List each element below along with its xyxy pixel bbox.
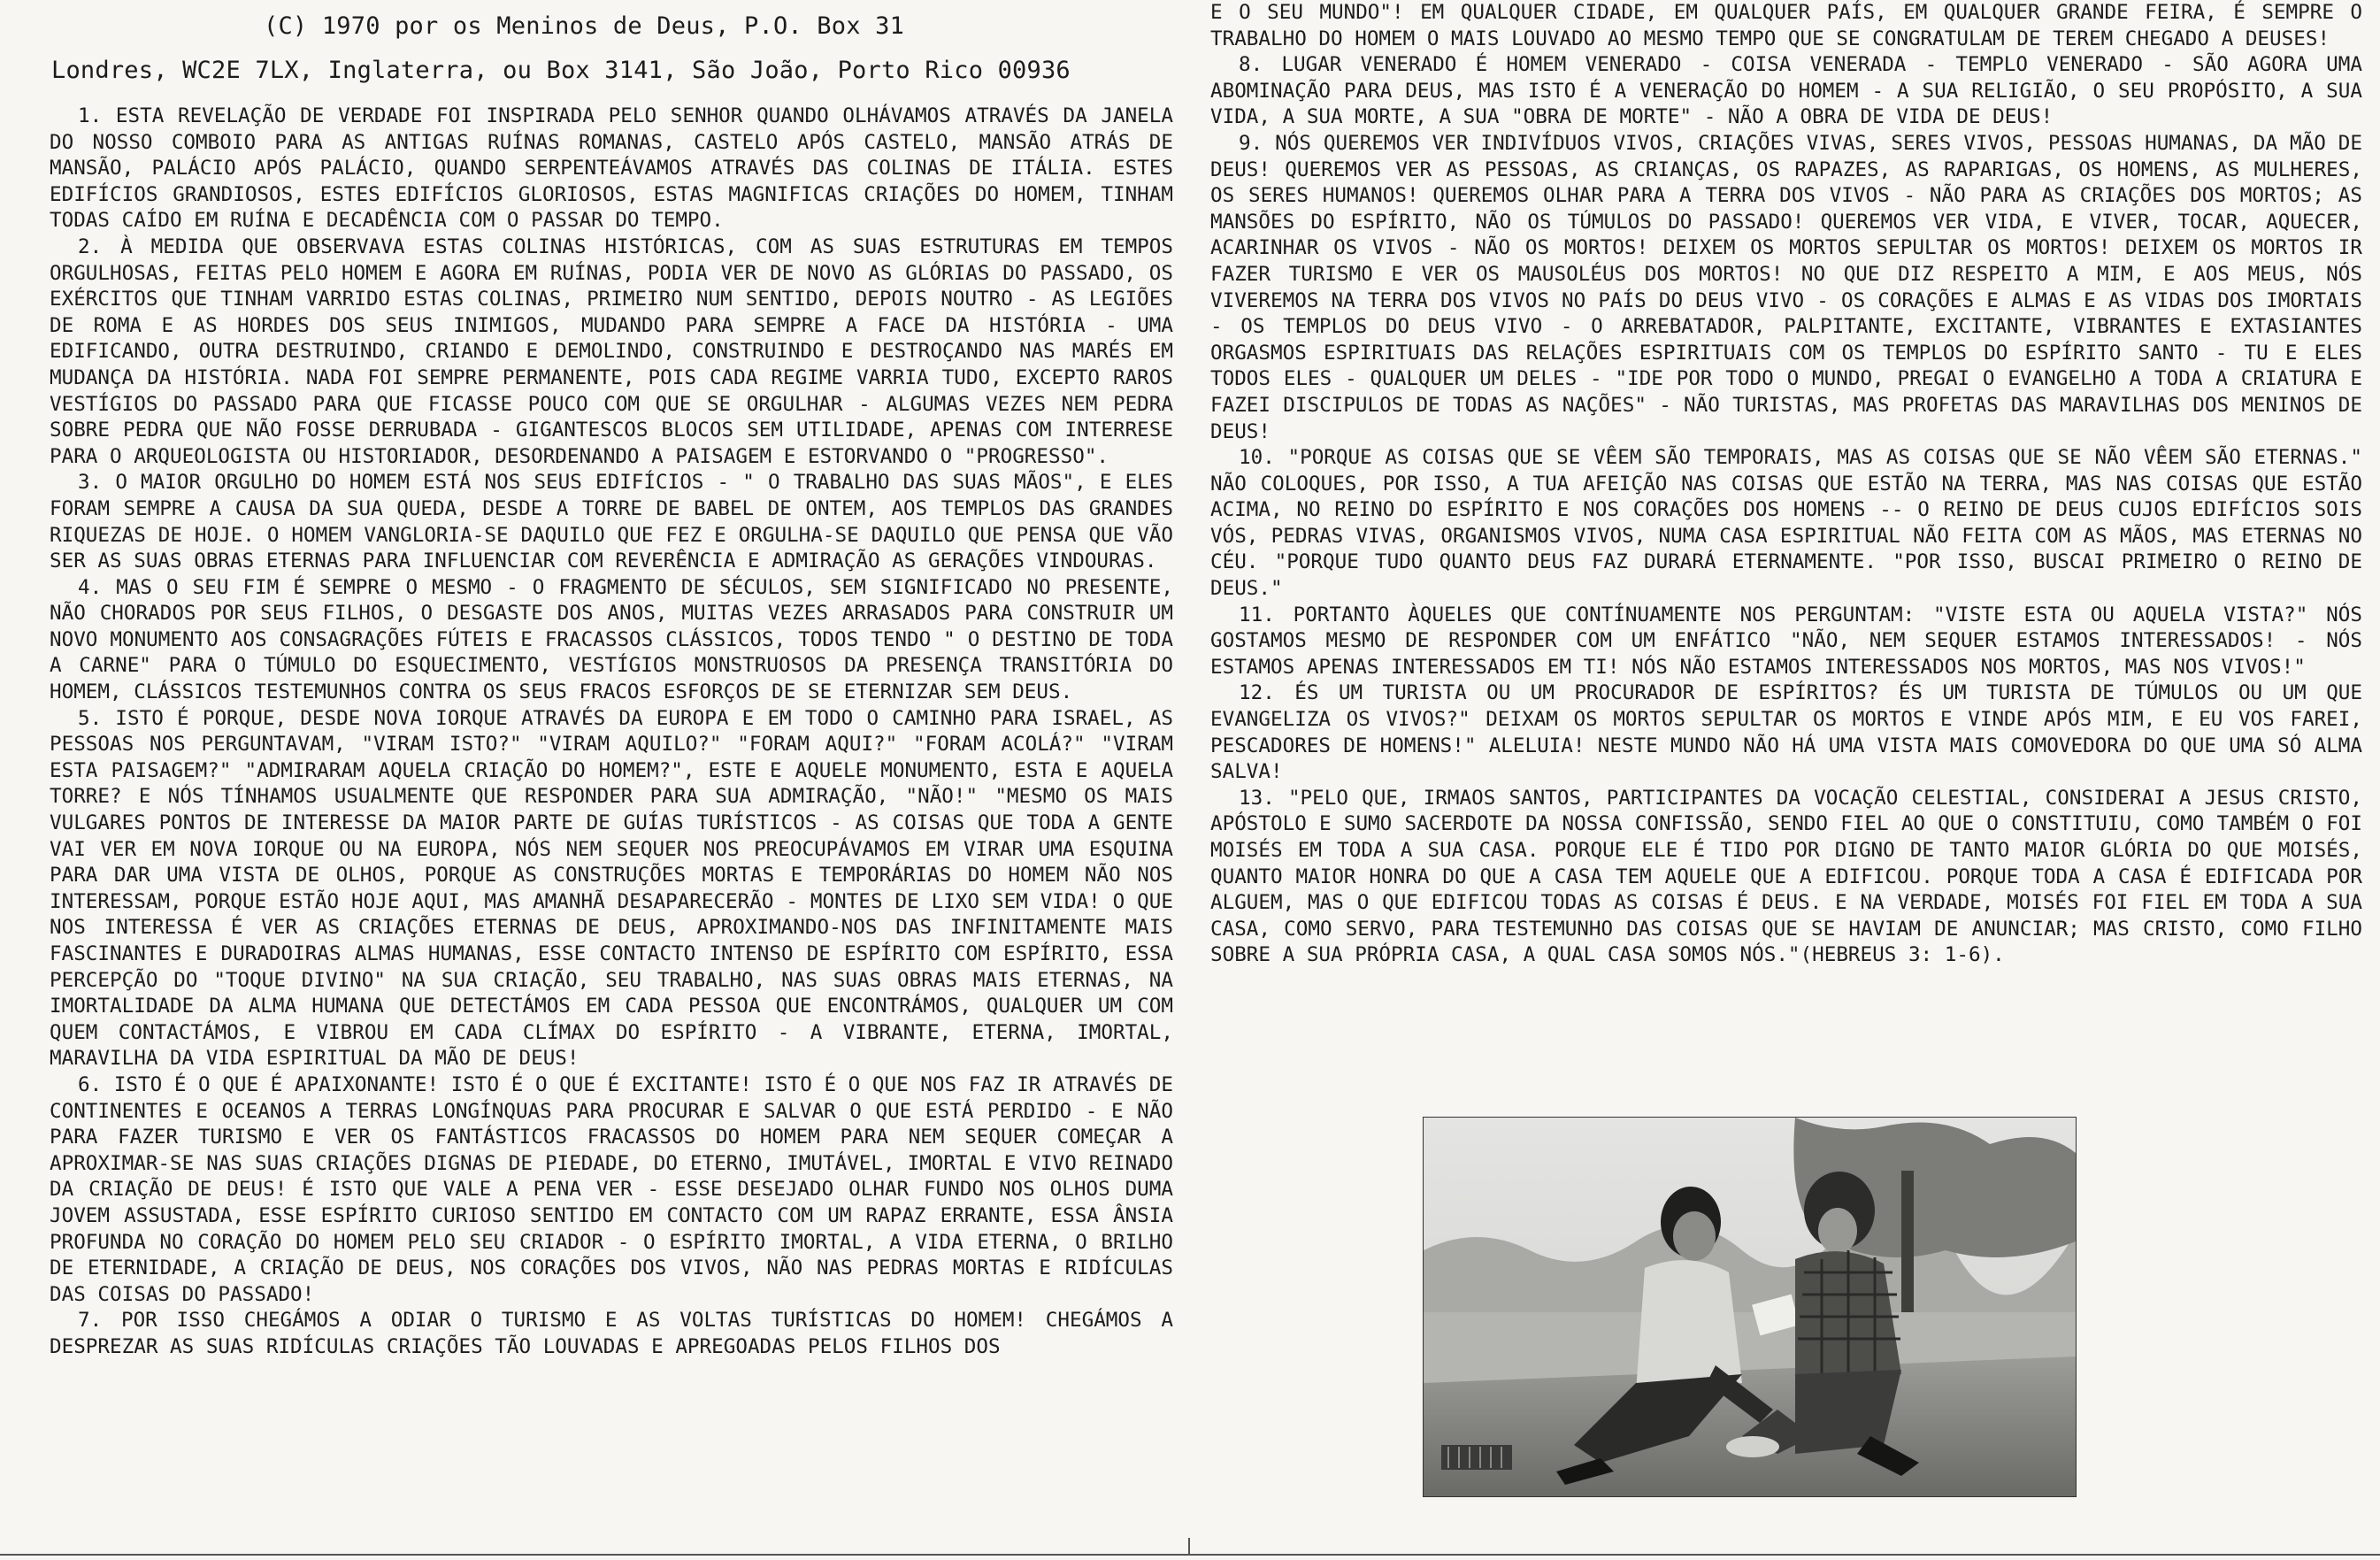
bottom-edge-line bbox=[0, 1554, 2380, 1556]
paragraph-7: 7. POR ISSO CHEGÁMOS A ODIAR O TURISMO E AS VOLTAS TURÍSTICAS DO HOMEM! CHEGÁMOS A DESPREZAR AS SUAS RIDÍCULAS CRIAÇÕES TÃO LOUVADAS E APREGOADAS PELOS FILHOS DOS bbox=[50, 1309, 1173, 1358]
paragraph-12: 12. ÉS UM TURISTA OU UM PROCURADOR DE ESPÍRITOS? ÉS UM TURISTA DE TÚMULOS OU UM QUE EVANGELIZA OS VIVOS?" DEIXAM OS MORTOS SEPULTAR OS MORTOS E VINDE APÓS MIM, E EU VOS FAREI, PESCADORES DE HOMENS!" ALELUIA! NESTE MUNDO NÃO HÁ UMA VISTA MAIS COMOVEDORA DO QUE UMA SÓ ALMA SALVA! bbox=[1210, 681, 2362, 784]
paragraph-8: 8. LUGAR VENERADO É HOMEM VENERADO - COISA VENERADA - TEMPLO VENERADO - SÃO AGORA UMA ABOMINAÇÃO PARA DEUS, MAS ISTO É A VENERAÇÃO DO HOMEM - A SUA RELIGIÃO, O SEU PROPÓSITO, A SUA VIDA, A SUA MORTE, A SUA "OBRA DE MORTE" - NÃO A OBRA DE VIDA DE DEUS! bbox=[1210, 53, 2362, 129]
paragraph-1: 1. ESTA REVELAÇÃO DE VERDADE FOI INSPIRADA PELO SENHOR QUANDO OLHÁVAMOS ATRAVÉS DA JANELA DO NOSSO COMBOIO PARA AS ANTIGAS RUÍNAS ROMANAS, CASTELO APÓS CASTELO, MANSÃO ATRÁS DE MANSÃO, PALÁCIO APÓS PALÁCIO, QUANDO SERPENTEÁVAMOS ATRAVÉS DAS COLINAS DE ITÁLIA. ESTES EDIFÍCIOS GRANDIOSOS, ESTES EDIFÍCIOS GLORIOSOS, ESTAS MAGNIFICAS CRIAÇÕES DO HOMEM, TINHAM TODAS CAÍDO EM RUÍNA E DECADÊNCIA COM O PASSAR DO TEMPO. bbox=[50, 104, 1173, 233]
paragraph-5: 5. ISTO É PORQUE, DESDE NOVA IORQUE ATRAVÉS DA EUROPA E EM TODO O CAMINHO PARA ISRAEL, AS PESSOAS NOS PERGUNTAVAM, "VIRAM ISTO?" "VIRAM AQUILO?" "FORAM AQUI?" "FORAM ACOLÁ?" "VIRAM ESTA PAISAGEM?" "ADMIRARAM AQUELA CRIAÇÃO DO HOMEM?", ESTE E AQUELE MONUMENTO, ESTA E AQUELA TORRE? E NÓS TÍNHAMOS USUALMENTE QUE RESPONDER PARA SUA ADMIRAÇÃO, "NÃO!" "MESMO OS MAIS VULGARES PONTOS DE INTERESSE DA MAIOR PARTE DE GUÍAS TURÍSTICOS - AS COISAS QUE TODA A GENTE VAI VER EM NOVA IORQUE OU NA EUROPA, NÓS NEM SEQUER NOS PREOCUPÁVAMOS EM VIRAR UMA ESQUINA PARA DAR UMA VISTA DE OLHOS, PORQUE AS CONSTRUÇÕES MORTAS E TEMPORÁRIAS DO HOMEM NÃO NOS INTERESSAM, PORQUE ESTÃO HOJE AQUI, MAS AMANHÃ DESAPARECERÃO - MONTES DE LIXO SEM VIDA! O QUE NOS INTERESSA É VER AS CRIAÇÕES ETERNAS DE DEUS, APROXIMANDO-NOS DAS INFINITAMENTE MAIS FASCINANTES E DURADOIRAS ALMAS HUMANAS, ESSE CONTACTO INTENSO DE ESPÍRITO COM ESPÍRITO, ESSA PERCEPÇÃO DO "TOQUE DIVINO" NA SUA CRIAÇÃO, SEU TRABALHO, NAS SUAS OBRAS MAIS ETERNAS, NA IMORTALIDADE DA ALMA HUMANA QUE DETECTÁMOS EM CADA PESSOA QUE ENCONTRÁMOS, QUALQUER UM COM QUEM CONTACTÁMOS, E VIBROU EM CADA CLÍMAX DO ESPÍRITO - A VIBRANTE, ETERNA, IMORTAL, MARAVILHA DA VIDA ESPIRITUAL DA MÃO DE DEUS! bbox=[50, 706, 1173, 1071]
paragraph-4: 4. MAS O SEU FIM É SEMPRE O MESMO - O FRAGMENTO DE SÉCULOS, SEM SIGNIFICADO NO PRESENTE, NÃO CHORADOS POR SEUS FILHOS, O DESGASTE DOS ANOS, MUITAS VEZES ARRASADOS PARA CONSTRUIR UM NOVO MONUMENTO AOS CONSAGRAÇÕES FÚTEIS E FRACASSOS CLÁSSICOS, TODOS TENDO " O DESTINO DE TODA A CARNE" PARA O TÚMULO DO ESQUECIMENTO, VESTÍGIOS MONSTRUOSOS DA PRESENÇA TRANSITÓRIA DO HOMEM, CLÁSSICOS TESTEMUNHOS CONTRA OS SEUS FRACOS ESFORÇOS DE SE ETERNIZAR SEM DEUS. bbox=[50, 575, 1173, 704]
paragraph-13: 13. "PELO QUE, IRMAOS SANTOS, PARTICIPANTES DA VOCAÇÃO CELESTIAL, CONSIDERAI A JESUS CRISTO, APÓSTOLO E SUMO SACERDOTE DA NOSSA CONFISSÃO, SENDO FIEL AO QUE O CONSTITUIU, COMO TAMBÉM O FOI MOISÉS EM TODA A SUA CASA. PORQUE ELE É TIDO POR DIGNO DE TANTO MAIOR GLÓRIA DO QUE MOISÉS, QUANTO MAIOR HONRA DO QUE A CASA TEM AQUELE QUE A EDIFICOU. PORQUE TODA A CASA É EDIFICADA POR ALGUEM, MAS O QUE EDIFICOU TODAS AS COISAS É DEUS. E NA VERDADE, MOISÉS FOI FIEL EM TODA A SUA CASA, COMO SERVO, PARA TESTEMUNHO DAS COISAS QUE SE HAVIAM DE ANUNCIAR; MAS CRISTO, COMO FILHO SOBRE A SUA PRÓPRIA CASA, A QUAL CASA SOMOS NÓS."(HEBREUS 3: 1-6). bbox=[1210, 786, 2362, 967]
left-column-text bbox=[50, 104, 1173, 1361]
paragraph-3: 3. O MAIOR ORGULHO DO HOMEM ESTÁ NOS SEUS EDIFÍCIOS - " O TRABALHO DAS SUAS MÃOS", E ELES FORAM SEMPRE A CAUSA DA SUA QUEDA, DESDE A TORRE DE BABEL DE ONTEM, AOS TEMPLOS DAS GRANDES RIQUEZAS DE HOJE. O HOMEM VANGLORIA-SE DAQUILO QUE FEZ E ORGULHA-SE DAQUILO QUE PENSA QUE VÃO SER AS SUAS OBRAS ETERNAS PARA INFLUENCIAR COM REVERÊNCIA E ADMIRAÇÃO AS GERAÇÕES VINDOURAS. bbox=[50, 471, 1173, 573]
paragraph-continued: E O SEU MUNDO"! EM QUALQUER CIDADE, EM QUALQUER PAÍS, EM QUALQUER GRANDE FEIRA, É SEMPRE O TRABALHO DO HOMEM O MAIS LOUVADO AO MESMO TEMPO QUE SE CONGRATULAM DE TEREM CHEGADO A DEUSES! bbox=[1210, 1, 2362, 50]
paragraph-2: 2. À MEDIDA QUE OBSERVAVA ESTAS COLINAS HISTÓRICAS, COM AS SUAS ESTRUTURAS EM TEMPOS ORGULHOSAS, FEITAS PELO HOMEM E AGORA EM RUÍNAS, PODIA VER DE NOVO AS GLÓRIAS DO PASSADO, OS EXÉRCITOS QUE TINHAM VARRIDO ESTAS COLINAS, PRIMEIRO NUM SENTIDO, DEPOIS NOUTRO - AS LEGIÕES DE ROMA E AS HORDES DOS SEUS INIMIGOS, MUDANDO PARA SEMPRE A FACE DA HISTÓRIA - UMA EDIFICANDO, OUTRA DESTRUINDO, CRIANDO E DEMOLINDO, CONSTRUINDO E DESTROÇANDO NAS MARÉS EM MUDANÇA DA HISTÓRIA. NADA FOI SEMPRE PERMANENTE, POIS CADA REGIME VARRIA TUDO, EXCEPTO RAROS VESTÍGIOS DO PASSADO PARA QUE FICASSE POUCO COM QUE SE ORGULHAR - ALGUMAS VEZES NEM PEDRA SOBRE PEDRA QUE NÃO FOSSE DERRUBADA - GIGANTESCOS BLOCOS SEM UTILIDADE, APENAS COM INTERRESE PARA O ARQUEOLOGISTA OU HISTORIADOR, DESORDENANDO A PAISAGEM E ESTORVANDO O "PROGRESSO". bbox=[50, 234, 1173, 468]
paragraph-11: 11. PORTANTO ÀQUELES QUE CONTÍNUAMENTE NOS PERGUNTAM: "VISTE ESTA OU AQUELA VISTA?" NÓS GOSTAMOS MESMO DE RESPONDER COM UM ENFÁTICO "NÃO, NEM SEQUER ESTAMOS INTERESSADOS! - NÓS ESTAMOS APENAS INTERESSADOS EM TI! NÓS NÃO ESTAMOS INTERESSADOS NOS MORTOS, MAS NOS VIVOS!" bbox=[1210, 603, 2362, 679]
left-page bbox=[0, 0, 1186, 1540]
right-column-text bbox=[1210, 0, 2362, 969]
paragraph-9: 9. NÓS QUEREMOS VER INDIVÍDUOS VIVOS, CRIAÇÕES VIVAS, SERES VIVOS, PESSOAS HUMANAS, DA MÃO DE DEUS! QUEREMOS VER AS PESSOAS, AS CRIANÇAS, OS RAPAZES, AS RAPARIGAS, OS HOMENS, AS MULHERES, OS SERES HUMANOS! QUEREMOS OLHAR PARA A TERRA DOS VIVOS - NÃO PARA AS CRIAÇÕES DOS MORTOS; AS MANSÕES DO ESPÍRITO, NÃO OS TÚMULOS DO PASSADO! QUEREMOS VER VIDA, E VIVER, TOCAR, AQUECER, ACARINHAR OS VIVOS - NÃO OS MORTOS! DEIXEM OS MORTOS SEPULTAR OS MORTOS! DEIXEM OS MORTOS IR FAZER TURISMO E VER OS MAUSOLÉUS DOS MORTOS! NO QUE DIZ RESPEITO A MIM, E AOS MEUS, NÓS VIVEREMOS NA TERRA DOS VIVOS NO PAÍS DO DEUS VIVO - OS CORAÇÕES E ALMAS E AS VIDAS DOS IMORTAIS - OS TEMPLOS DO DEUS VIVO - O ARREBATADOR, PALPITANTE, EXCITANTE, VIBRANTES E EXTASIANTES ORGASMOS ESPIRITUAIS DAS RELAÇÕES ESPIRITUAIS COM OS TEMPLOS DO ESPÍRITO SANTO - TU E ELES TODOS ELES - QUALQUER UM DELES - "IDE POR TODO O MUNDO, PREGAI O EVANGELHO A TODA A CRIATURA E FAZEI DISCIPULOS DE TODAS AS NAÇÕES" - NÃO TURISTAS, MAS PROFETAS DAS MARAVILHAS DOS MENINOS DE DEUS! bbox=[1210, 131, 2362, 443]
paragraph-10: 10. "PORQUE AS COISAS QUE SE VÊEM SÃO TEMPORAIS, MAS AS COISAS QUE SE NÃO VÊEM SÃO ETERNAS." NÃO COLOQUES, POR ISSO, A TUA AFEIÇÃO NAS COISAS QUE ESTÃO NA TERRA, MAS NAS COISAS QUE ESTÃO ACIMA, NO REINO DO ESPÍRITO E NOS CORAÇÕES DOS HOMENS -- O REINO DE DEUS CUJOS EDIFÍCIOS SOIS VÓS, PEDRAS VIVAS, ORGANISMOS VIVOS, NUMA CASA ESPIRITUAL NÃO FEITA COM AS MÃOS, MAS ETERNAS NO CÉU. "PORQUE TUDO QUANTO DEUS FAZ DURARÁ ETERNAMENTE. "POR ISSO, BUSCAI PRIMEIRO O REINO DE DEUS." bbox=[1210, 446, 2362, 601]
copyright-line: (C) 1970 por os Meninos de Deus, P.O. Box 31 bbox=[264, 12, 905, 40]
photo-two-young-men bbox=[1423, 1117, 2077, 1497]
fold-mark bbox=[1188, 1538, 1190, 1556]
paragraph-6: 6. ISTO É O QUE É APAIXONANTE! ISTO É O QUE É EXCITANTE! ISTO É O QUE NOS FAZ IR ATRAVÉS DE CONTINENTES E OCEANOS A TERRAS LONGÍNQUAS PARA PROCURAR E SALVAR O QUE ESTÁ PERDIDO - E NÃO PARA FAZER TURISMO E VER OS FANTÁSTICOS FRACASSOS DO HOMEM PARA NEM SEQUER COMEÇAR A APROXIMAR-SE NAS SUAS CRIAÇÕES DIGNAS DE PIEDADE, DO ETERNO, IMUTÁVEL, IMORTAL E VIVO REINADO DA CRIAÇÃO DE DEUS! É ISTO QUE VALE A PENA VER - ESSE DESEJADO OLHAR FUNDO NOS OLHOS DUMA JOVEM ASSUSTADA, ESSE ESPÍRITO CURIOSO SENTIDO EM CONTACTO COM UM RAPAZ ERRANTE, ESSA ÂNSIA PROFUNDA NO CORAÇÃO DO HOMEM PELO SEU CRIADOR - O ESPÍRITO IMORTAL, A VIDA ETERNA, O BRILHO DE ETERNIDADE, A CRIAÇÃO DE DEUS, NOS CORAÇÕES DOS VIVOS, NÃO NAS PEDRAS MORTAS E RIDÍCULAS DAS COISAS DO PASSADO! bbox=[50, 1072, 1173, 1306]
address-line: Londres, WC2E 7LX, Inglaterra, ou Box 3141, São João, Porto Rico 00936 bbox=[51, 57, 1071, 84]
